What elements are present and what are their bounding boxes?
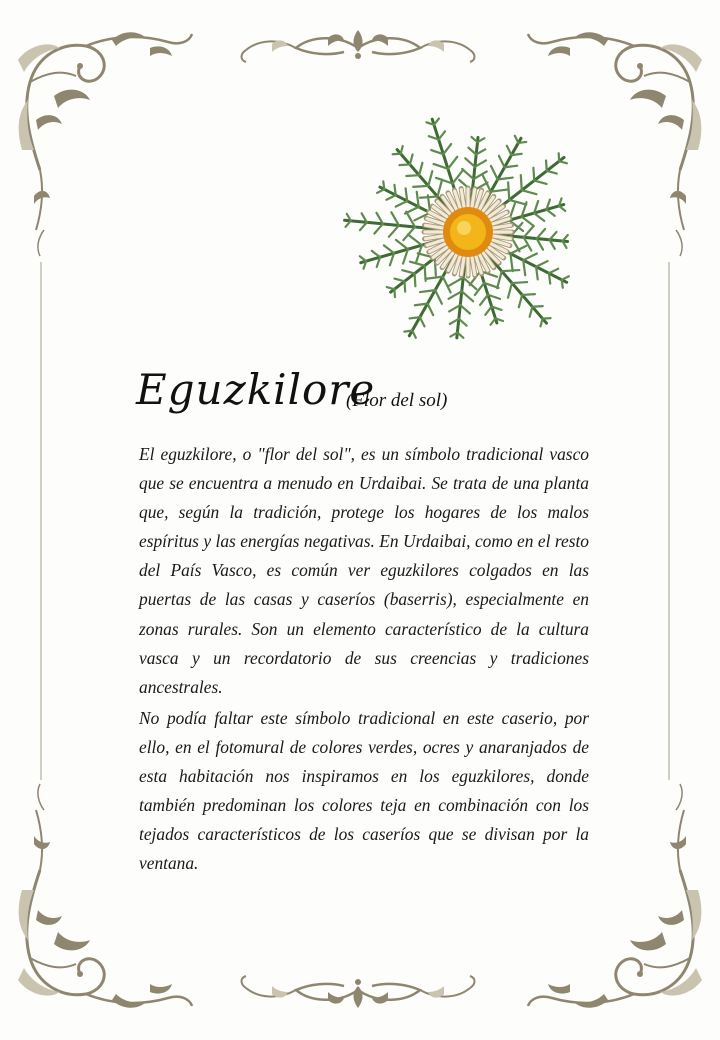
leaf-spike — [546, 160, 547, 170]
leaf-spike — [485, 307, 491, 315]
leaf-spike — [523, 253, 537, 260]
leaf-spike — [519, 295, 522, 307]
leaf-spike — [465, 158, 475, 166]
leaf-spike — [434, 119, 439, 125]
leaf-spike — [549, 273, 550, 283]
body-text — [139, 440, 589, 880]
leaf-spike — [420, 197, 438, 198]
leaf-spike — [408, 234, 422, 245]
leaf-spike — [428, 304, 434, 315]
leaf-spike — [524, 226, 534, 237]
leaf-spike — [507, 146, 512, 155]
eguzkilore-illustration — [336, 108, 600, 356]
leaf-spike — [540, 319, 542, 327]
paragraph-1-term: baserris — [389, 589, 447, 610]
leaf-spike — [413, 186, 428, 187]
leaf-spike — [393, 154, 401, 155]
leaf-spike — [435, 290, 442, 304]
leaf-spike — [562, 280, 563, 288]
leaf-spike — [547, 171, 557, 174]
leaf-spike — [386, 195, 395, 200]
leaf-spike — [536, 261, 547, 267]
leaf-spike — [512, 282, 527, 283]
leaf-spike — [404, 331, 412, 332]
leaf-spike — [530, 307, 533, 317]
leaf-spike — [439, 131, 445, 139]
leaf-spike — [537, 229, 545, 239]
leaf-spike — [559, 153, 560, 161]
page-subtitle: (Flor del sol) — [346, 390, 448, 411]
leaf-spike — [389, 225, 399, 236]
center-flourish-bottom — [242, 976, 475, 1008]
leaf-spike — [387, 287, 395, 289]
leaf-spike — [406, 212, 415, 227]
leaf-spike — [360, 256, 366, 261]
leaf-spike — [497, 271, 502, 288]
paragraph-2: No podía faltar este símbolo tradicional en este caserio, por ello, en el fotomural de colores verdes, ocres y anaranjados de esta habitación nos inspiramos en los eguzkilores, donde también predominan los colores teja en combinación con los tejados característicos de los caseríos que se divisan por la ventana. — [139, 707, 589, 874]
leaf-spike — [428, 171, 432, 186]
leaf-spike — [410, 317, 420, 318]
leaf-spike — [508, 283, 512, 298]
leaf-spike — [522, 217, 534, 226]
leaf-spike — [405, 207, 419, 214]
leaf-spike — [559, 161, 567, 163]
corner-flourish-top-left — [18, 32, 192, 256]
leaf-spike — [534, 213, 544, 221]
leaf-spike — [559, 206, 565, 211]
leaf-spike — [396, 240, 408, 249]
leaf-spike — [460, 305, 470, 313]
leaf-spike — [425, 266, 426, 281]
leaf-spike — [522, 294, 535, 295]
flower-disc-highlight — [457, 221, 471, 235]
page-title: Eguzkilore — [136, 365, 376, 414]
leaf-spike — [377, 189, 384, 193]
leaf-spike — [502, 270, 520, 271]
leaf-spike — [508, 182, 509, 200]
leaf-spike — [384, 245, 394, 253]
leaf-spike — [435, 258, 436, 276]
paragraph-1 — [139, 440, 589, 702]
leaf-spike — [402, 270, 414, 273]
leaf-spike — [515, 136, 519, 143]
heading — [136, 360, 596, 434]
leaf-spike — [468, 148, 476, 155]
leaf-spike — [410, 262, 425, 266]
leaf-spike — [443, 144, 451, 154]
leaf-spike — [374, 224, 382, 234]
leaf-spike — [401, 146, 403, 154]
paragraph-1-end: ), especialmente en zonas rurales. Son un elemento característico de la cultura vasca y un recordatorio de sus creencias y tradiciones ancestrales. — [139, 589, 590, 697]
leaf-spike — [532, 306, 542, 307]
leaf-spike — [549, 269, 558, 274]
leaf-spike — [462, 169, 473, 179]
leaf-spike — [511, 154, 521, 155]
leaf-spike — [405, 281, 406, 291]
leaf-spike — [459, 319, 467, 326]
leaf-spike — [415, 273, 416, 286]
leaf-spike — [491, 318, 496, 324]
paragraph-1-start: El eguzkilore, o "flor del sol", es un símbolo tradicional vasco que se encuentra a menudo en Urdaibai. Se trata de una planta que, según la tradición, protege los hogares de los malos espíritus y las energías negativas. En Urdaibai, como en el resto del País Vasco, es común ver eguzkilores colgados en las puertas de las casas y caseríos ( — [139, 444, 589, 610]
leaf-spike — [412, 331, 416, 338]
leaf-spike — [547, 210, 555, 216]
flower-drawing — [336, 108, 600, 356]
leaf-spike — [396, 201, 407, 207]
leaf-spike — [533, 168, 534, 181]
leaf-spike — [448, 157, 457, 169]
leaf-spike — [543, 318, 551, 319]
leaf-spike — [534, 181, 546, 184]
leaf-spike — [410, 154, 413, 164]
leaf-spike — [399, 164, 409, 165]
leaf-spike — [522, 190, 537, 194]
leaf-spike — [518, 142, 526, 143]
leaf-spike — [383, 181, 384, 189]
leaf-spike — [419, 163, 422, 175]
leaf-spike — [509, 200, 526, 205]
leaf-spike — [394, 289, 395, 297]
leaf-spike — [462, 291, 473, 301]
leaf-spike — [480, 295, 488, 305]
center-flourish-top — [242, 30, 475, 62]
leaf-spike — [521, 175, 522, 190]
leaf-spike — [394, 279, 404, 282]
leaf-spike — [562, 276, 569, 280]
leaf-spike — [372, 251, 380, 257]
leaf-spike — [394, 185, 395, 195]
leaf-spike — [420, 317, 425, 326]
leaf-spike — [499, 156, 505, 167]
leaf-spike — [406, 175, 419, 176]
leaf-spike — [491, 166, 498, 180]
